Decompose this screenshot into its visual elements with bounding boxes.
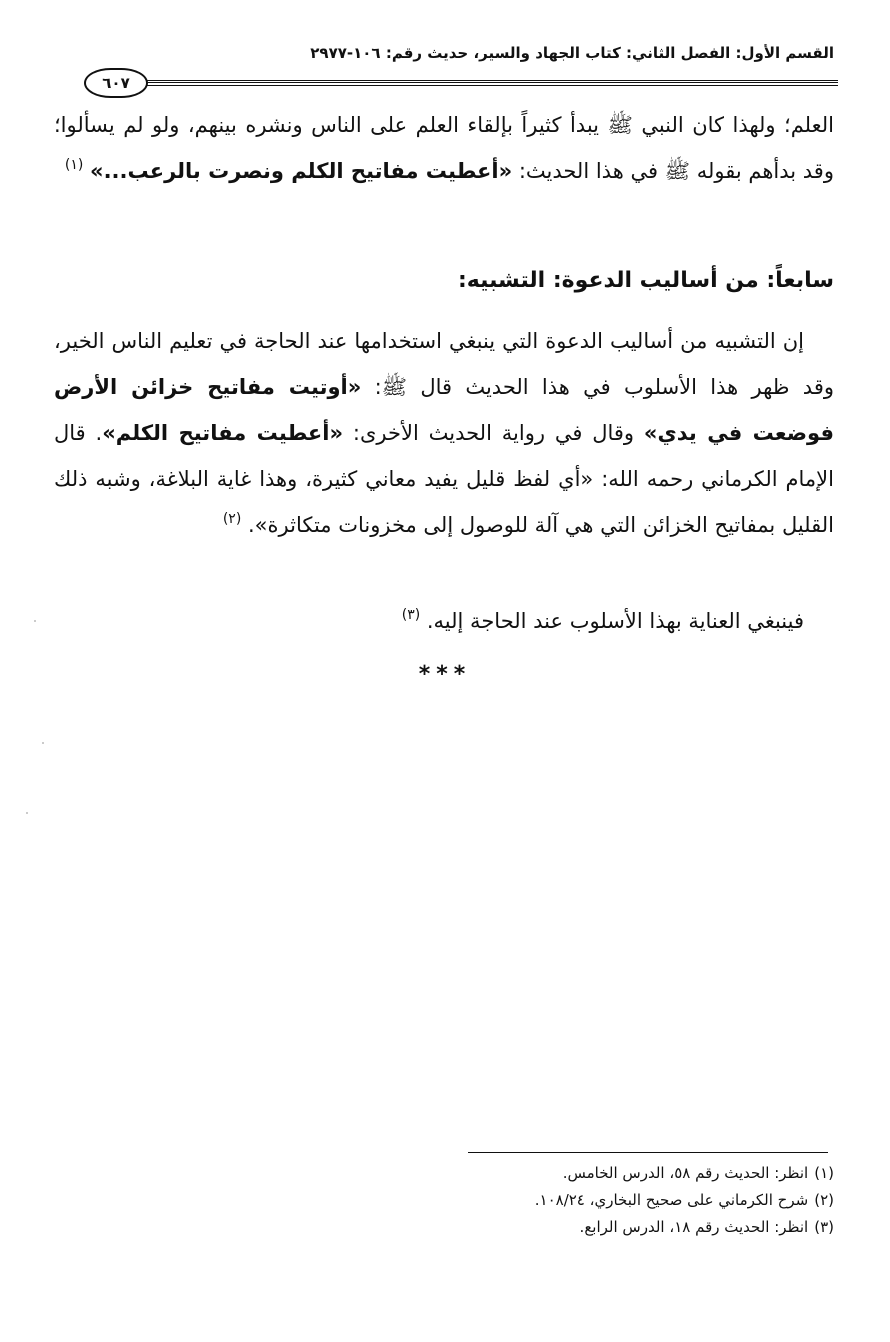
footnote-3-text: انظر: الحديث رقم ١٨، الدرس الرابع. [579,1218,809,1236]
footnotes [54,1160,834,1241]
page-number: ٦٠٧ [84,68,148,98]
footnote-1-text: انظر: الحديث رقم ٥٨، الدرس الخامس. [562,1164,809,1182]
footnote-2-number: (٢) [814,1191,834,1209]
footnote-3 [54,1214,834,1241]
scan-speck [34,620,36,622]
hadith-quote-keys-of-speech: «أعطيت مفاتيح الكلم ونصرت بالرعب...» [90,159,513,183]
hadith-quote-treasures: «أوتيت مفاتيح خزائن الأرض فوضعت في يدي» [54,375,834,445]
scan-speck [26,812,28,814]
footnote-ref-1: (١) [64,157,84,173]
paragraph-1-text: العلم؛ ولهذا كان النبي ﷺ يبدأ كثيراً بإلقاء العلم على الناس ونشره بينهم، ولو لم يسألوا؛ وقد بدأهم بقوله ﷺ في هذا الحديث: [54,113,834,183]
footnote-2 [54,1187,834,1214]
paragraph-2 [54,318,834,548]
paragraph-3-text: فينبغي العناية بهذا الأسلوب عند الحاجة إليه. [426,609,804,633]
scan-speck [42,742,44,744]
footnote-rule [468,1152,828,1153]
paragraph-3 [54,598,834,644]
section-heading: سابعاً: من أساليب الدعوة: التشبيه: [457,268,834,293]
running-header-title: القسم الأول: الفصل الثاني: كتاب الجهاد والسير، حديث رقم: ١٠٦-٢٩٧٧ [310,44,834,62]
footnote-1-number: (١) [814,1164,834,1182]
header-rule [142,80,838,86]
paragraph-2-text-2: وقال في رواية الحديث الأخرى: [343,421,644,445]
footnote-3-number: (٣) [814,1218,834,1236]
footnote-1 [54,1160,834,1187]
footnote-ref-2: (٢) [222,511,242,527]
paragraph-2-text-1: إن التشبيه من أساليب الدعوة التي ينبغي استخدامها عند الحاجة في تعليم الناس الخير، وقد ظهر هذا الأسلوب في هذا الحديث قال ﷺ: [54,329,834,399]
footnote-2-text: شرح الكرماني على صحيح البخاري، ١٠٨/٢٤. [534,1191,809,1209]
paragraph-2-text-3: . قال الإمام الكرماني رحمه الله: «أي لفظ قليل يفيد معاني كثيرة، وهذا غاية البلاغة، وشبه ذلك القليل بمفاتيح الخزائن التي هي آلة للوصول إلى مخزونات متكاثرة». [54,421,834,537]
paragraph-1 [54,102,834,194]
footnote-ref-3: (٣) [401,607,421,623]
hadith-quote-keys-of-speech-2: «أعطيت مفاتيح الكلم» [102,421,344,445]
section-separator: *** [418,662,472,687]
